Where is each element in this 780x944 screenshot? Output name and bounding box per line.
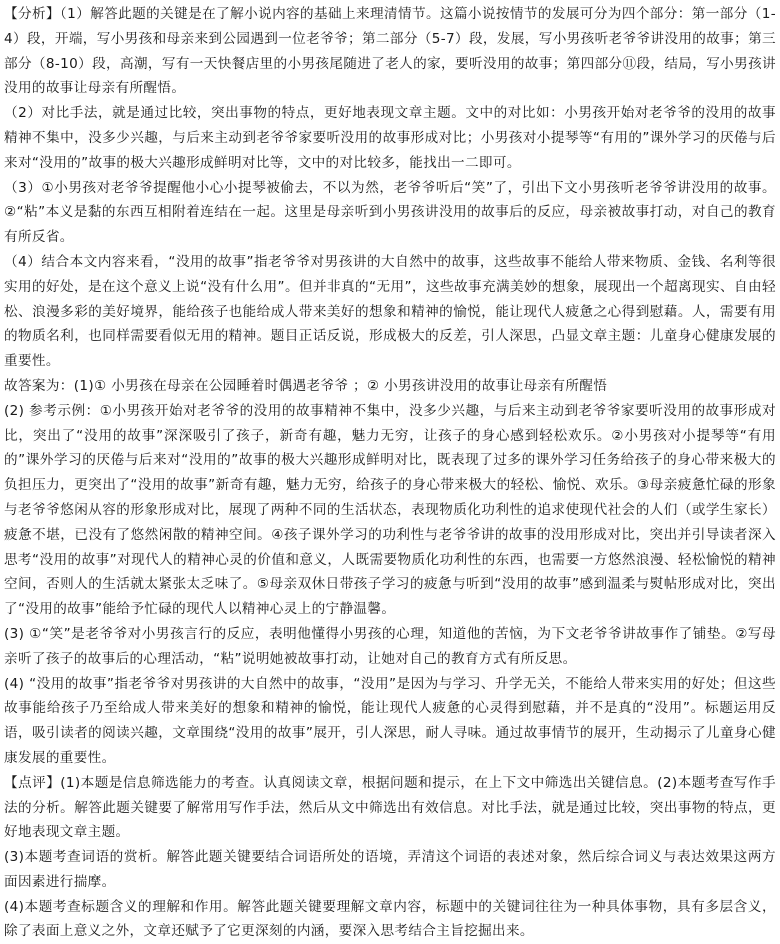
analysis-part-4: （4）结合本文内容来看，“没用的故事”指老爷爷对男孩讲的大自然中的故事，这些故事不能给人带来物质、金钱、名利等很实用的好处，是在这个意义上说“没有什么用”。但并非真的“无用”，这些故事充满美妙的想象，展现出一个超离现实、自由轻松、浪漫多彩的美好境界，能给孩子也能给成人带来美好的想象和精神的愉悦，能让现代人疲惫之心得到慰藉。人，需要有用的物质名利，也同样需要看似无用的精神。题目正话反说，形成极大的反差，引人深思，凸显文章主题：儿童身心健康发展的重要性。 [4, 253, 776, 370]
analysis-part-3: （3）①小男孩对老爷爷提醒他小心小提琴被偷去，不以为然，老爷爷听后“笑”了，引出下文小男孩听老爷爷讲没用的故事。②“粘”本义是黏的东西互相附着连结在一起。这里是母亲听到小男孩讲没用的故事后的反应，母亲被故事打动，对自己的教育有所反省。 [4, 179, 776, 246]
answer-part-3: (3) ①“笑”是老爷爷对小男孩言行的反应，表明他懂得小男孩的心理，知道他的苦恼，为下文老爷爷讲故事作了铺垫。②写母亲听了孩子的故事后的心理活动，“粘”说明她被故事打动，让她对自己的教育方式有所反思。 [4, 625, 776, 667]
answer-part-2: (2) 参考示例：①小男孩开始对老爷爷的没用的故事精神不集中，没多少兴趣，与后来主动到老爷爷家要听没用的故事形成对比，突出了“没用的故事”深深吸引了孩子，新奇有趣，魅力无穷，让孩子的身心感到轻松欢乐。②小男孩对小提琴等“有用的”课外学习的厌倦与后来对“没用的”故事的极大兴趣形成鲜明对比，既表现了过多的课外学习任务给孩子的身心带来极大的负担压力，更突出了“没用的故事”新奇有趣，魅力无穷，给孩子的身心带来极大的轻松、愉悦、欢乐。③母亲疲惫忙碌的形象与老爷爷悠闲从容的形象形成对比，展现了两种不同的生活状态，表现物质化功利性的追求使现代社会的人们（或学生家长）疲惫不堪，已没有了悠然闲散的精神空间。④孩子课外学习的功利性与老爷爷讲的故事的没用形成对比，突出并引导读者深入思考“没用的故事”对现代人的精神心灵的价值和意义，人既需要物质化功利性的东西，也需要一方悠然浪漫、轻松愉悦的精神空间，否则人的生活就太紧张太乏味了。⑤母亲双休日带孩子学习的疲惫与听到“没用的故事”感到温柔与熨帖形成对比，突出了“没用的故事”能给予忙碌的现代人以精神心灵上的宁静温馨。 [4, 402, 776, 618]
comment-part-2: (3)本题考查词语的赏析。解答此题关键要结合词语所处的语境，弄清这个词语的表述对象，然后综合词义与表达效果这两方面因素进行揣摩。 [4, 849, 776, 890]
answer-part-1: 故答案为：(1)① 小男孩在母亲在公园睡着时偶遇老爷爷 ；② 小男孩讲没用的故事让母亲有所醒悟 [4, 377, 608, 394]
answer-part-4: (4) “没用的故事”指老爷爷对男孩讲的大自然中的故事，“没用”是因为与学习、升学无关，不能给人带来实用的好处；但这些故事能给孩子乃至给成人带来美好的想象和精神的愉悦，能让现代人疲惫的心灵得到慰藉，并不是真的“没用”。标题运用反语，吸引读者的阅读兴趣，文章围绕“没用的故事”展开，引人深思，耐人寻味。通过故事情节的展开，生动揭示了儿童身心健康发展的重要性。 [4, 675, 776, 766]
analysis-part-1: 【分析】（1）解答此题的关键是在了解小说内容的基础上来理清情节。这篇小说按情节的发展可分为四个部分：第一部分（1-4）段，开端，写小男孩和母亲来到公园遇到一位老爷爷；第二部分（5-7）段，发展，写小男孩听老爷爷讲没用的故事；第三部分（8-10）段，高潮，写有一天快餐店里的小男孩尾随进了老人的家，要听没用的故事；第四部分⑪段，结局，写小男孩讲没用的故事让母亲有所醒悟。 [4, 6, 776, 97]
analysis-part-2: （2）对比手法，就是通过比较，突出事物的特点，更好地表现文章主题。文中的对比如：小男孩开始对老爷爷的没用的故事精神不集中，没多少兴趣，与后来主动到老爷爷家要听没用的故事形成对比；小男孩对小提琴等“有用的”课外学习的厌倦与后来对“没用的”故事的极大兴趣形成鲜明对比等，文中的对比较多，能找出一二即可。 [4, 105, 776, 171]
comment-part-3: (4)本题考查标题含义的理解和作用。解答此题关键要理解文章内容，标题中的关键词往往为一种具体事物，具有多层含义，除了表面上意义之外，文章还赋予了它更深刻的内涵，要深入思考结合主旨挖掘出来。 [4, 898, 776, 940]
comment-part-1: 【点评】(1)本题是信息筛选能力的考查。认真阅读文章，根据问题和提示，在上下文中筛选出关键信息。(2)本题考查写作手法的分析。解答此题关键要了解常用写作手法，然后从文中筛选出有效信息。对比手法，就是通过比较，突出事物的特点，更好地表现文章主题。 [4, 774, 776, 841]
